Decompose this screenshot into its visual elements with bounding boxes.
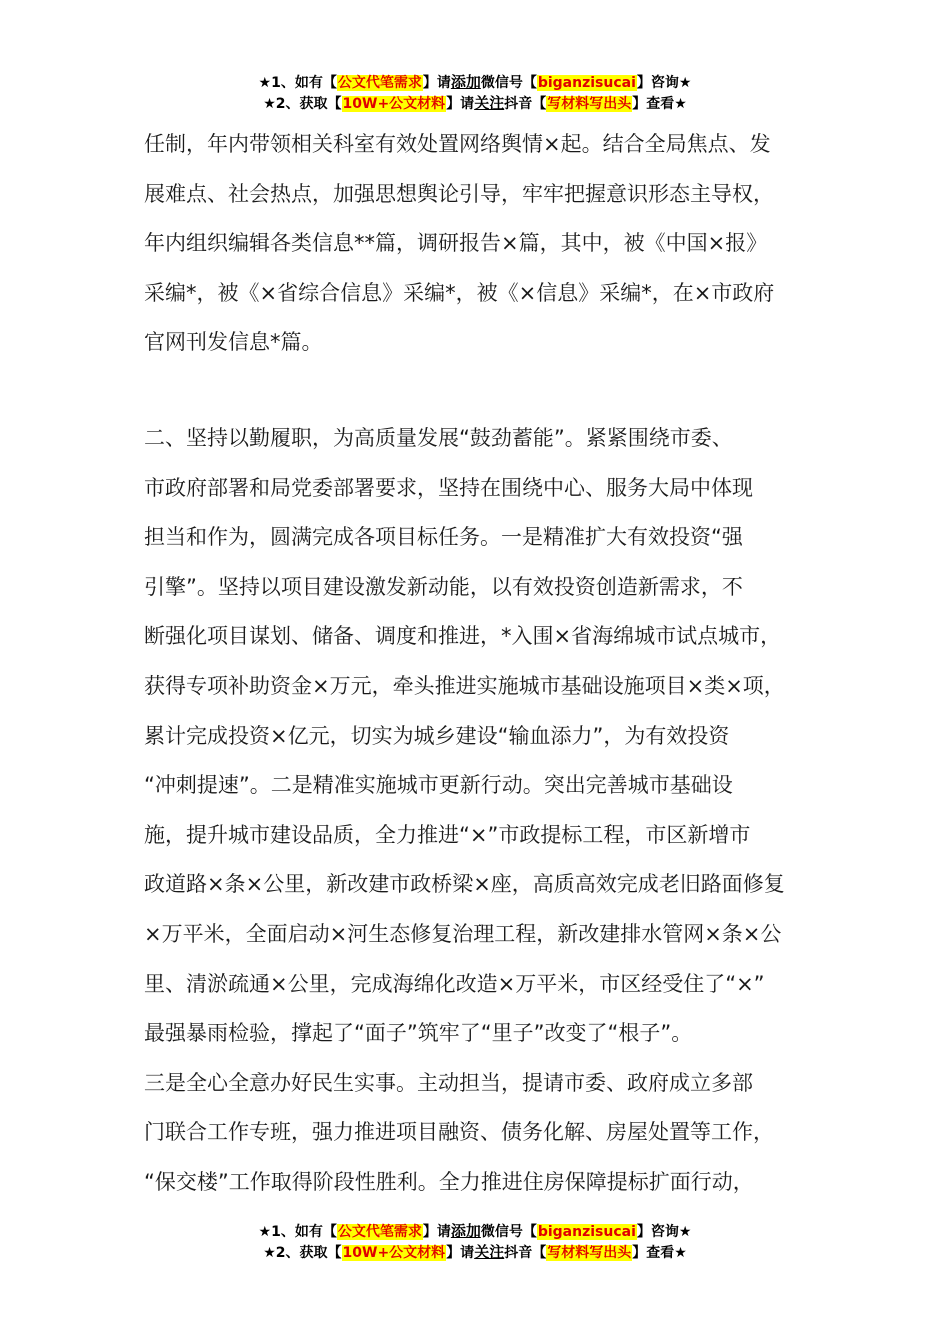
text-line: “冲刺提速”。二是精准实施城市更新行动。突出完善城市基础设: [144, 773, 733, 798]
text-line: 采编*，被《×省综合信息》采编*，被《×信息》采编*，在×市政府: [144, 280, 775, 305]
text-line: 断强化项目谋划、储备、调度和推进，*入围×省海绵城市试点城市，: [144, 624, 782, 649]
banner-text: 微信号【: [480, 75, 537, 91]
banner-text: 】咨询★: [636, 1224, 692, 1240]
text-line: 三是全心全意办好民生实事。主动担当，提请市委、政府成立多部: [144, 1070, 753, 1095]
highlight-wechat-id: biganzisucai: [537, 1224, 636, 1240]
body-paragraph-1: [144, 120, 834, 368]
banner-line-1: [0, 72, 950, 93]
header-banner: [0, 72, 950, 114]
banner-text: ★1、如有【: [258, 1224, 337, 1240]
highlight-service: 公文代笔需求: [337, 1224, 422, 1240]
banner-text: 】请: [446, 96, 475, 112]
text-line: 展难点、社会热点，加强思想舆论引导，牢牢把握意识形态主导权，: [144, 181, 774, 206]
banner-text: 微信号【: [480, 1224, 537, 1240]
text-line: ×万平米，全面启动×河生态修复治理工程，新改建排水管网×条×公: [144, 921, 782, 946]
banner-text: 抖音【: [504, 1245, 547, 1261]
text-line: 里、清淤疏通×公里，完成海绵化改造×万平米，市区经受住了“×”: [144, 971, 765, 996]
highlight-materials: 10W+公文材料: [342, 96, 446, 112]
highlight-douyin-account: 写材料写出头: [547, 1245, 632, 1261]
highlight-materials: 10W+公文材料: [342, 1245, 446, 1261]
text-line: 累计完成投资×亿元，切实为城乡建设“输血添力”，为有效投资: [144, 723, 730, 748]
banner-text: 】请: [422, 75, 451, 91]
underlined-word: 添加: [450, 1222, 481, 1240]
underlined-word: 添加: [450, 73, 481, 91]
banner-text: 】查看★: [632, 1245, 687, 1261]
text-line: 获得专项补助资金×万元，牵头推进实施城市基础设施项目×类×项，: [144, 673, 785, 698]
underlined-word: 关注: [474, 1243, 505, 1261]
banner-text: 抖音【: [504, 96, 547, 112]
highlight-douyin-account: 写材料写出头: [547, 96, 632, 112]
text-line: 官网刊发信息*篇。: [144, 330, 323, 355]
text-line: 担当和作为，圆满完成各项目标任务。一是精准扩大有效投资“强: [144, 525, 743, 550]
text-line: 门联合工作专班，强力推进项目融资、债务化解、房屋处置等工作，: [144, 1120, 774, 1145]
text-line: “保交楼”工作取得阶段性胜利。全力推进住房保障提标扩面行动，: [144, 1169, 754, 1194]
banner-text: 】请: [422, 1224, 451, 1240]
text-line: 最强暴雨检验，撑起了“面子”筑牢了“里子”改变了“根子”。: [144, 1021, 693, 1046]
underlined-word: 关注: [474, 94, 505, 112]
text-line: 政道路×条×公里，新改建市政桥梁×座，高质高效完成老旧路面修复: [144, 872, 785, 897]
text-line: 施，提升城市建设品质，全力推进“×”市政提标工程，市区新增市: [144, 822, 751, 847]
banner-text: 】查看★: [632, 96, 687, 112]
body-paragraph-2: [144, 414, 834, 1208]
section-heading-line: 二、坚持以勤履职，为高质量发展“鼓劲蓄能”。紧紧围绕市委、: [144, 426, 733, 450]
highlight-wechat-id: biganzisucai: [537, 75, 636, 91]
text-line: 任制，年内带领相关科室有效处置网络舆情×起。结合全局焦点、发: [144, 132, 771, 156]
text-line: 市政府部署和局党委部署要求，坚持在围绕中心、服务大局中体现: [144, 475, 753, 500]
banner-line-2: [0, 93, 950, 114]
text-line: 年内组织编辑各类信息**篇，调研报告×篇，其中，被《中国×报》: [144, 231, 768, 256]
text-line: 引擎”。坚持以项目建设激发新动能，以有效投资创造新需求，不: [144, 574, 743, 599]
banner-text: ★2、获取【: [263, 96, 342, 112]
banner-text: ★1、如有【: [258, 75, 337, 91]
banner-text: ★2、获取【: [263, 1245, 342, 1261]
banner-line-2: [0, 1242, 950, 1263]
footer-banner: [0, 1221, 950, 1263]
highlight-service: 公文代笔需求: [337, 75, 422, 91]
banner-text: 】请: [446, 1245, 475, 1261]
banner-line-1: [0, 1221, 950, 1242]
banner-text: 】咨询★: [636, 75, 692, 91]
